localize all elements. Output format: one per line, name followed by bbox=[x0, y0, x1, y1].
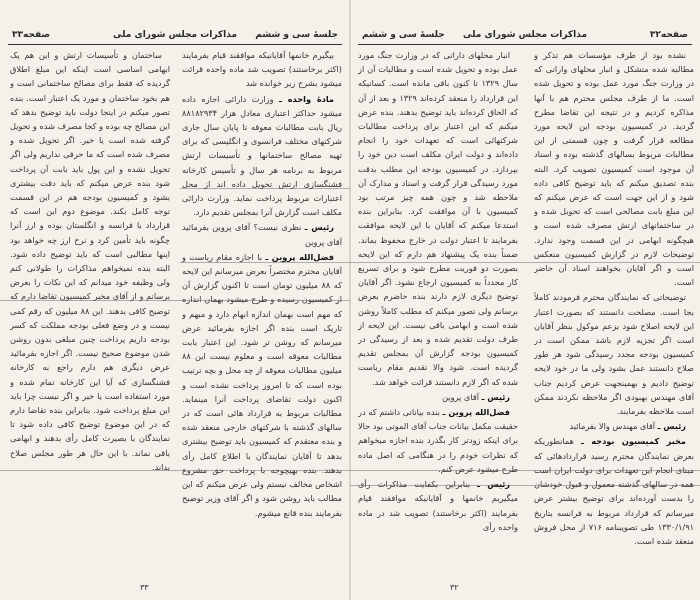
scan-line bbox=[350, 485, 700, 486]
footer-page-mark: ۳۲ bbox=[450, 583, 459, 592]
paragraph bbox=[358, 390, 518, 404]
page-number: صفحه۳۳ bbox=[12, 30, 51, 40]
paragraph bbox=[534, 434, 694, 548]
session-title: جلسهٔ سی و ششم bbox=[362, 30, 445, 40]
paragraph-text: انبار محلهای داراتی که در وزارت جنگ مورد عمل بوده و تحویل شده است و مطالبات آن از سال ۱۳۲۹ تا کنون باقی مانده است. کسانیکه این قرارداد را منعقد کرده‌اند ۱۳۲۹ و بعد از آن که الحاق کرده‌اند باید توضیح بدهند. بنده عرض میکنم که این اعتبار برای پرداخت مطالبات شرکتهائی است که تعهدات خود را انجام داده‌اند و دولت ایران مکلف است دین خود را بپردازد. در کمیسیون بودجه این مطلب بدقت مورد رسیدگی قرار گرفت و اسناد و مدارک آن ملاحظه شد و چون همه چیز مرتب بود کمیسیون با آن موافقت کرد. بنابراین بنده استدعا میکنم که آقایان با این لایحه موافقت بفرمایند تا اعتبار دولت در خارج محفوظ بماند. ضمناً بنده یک پیشنهاد هم دارم که این لایحه بصورت دو فوریت مطرح شود و برای تسریع کار مجدداً به کمیسیون ارجاع نشود. اگر آقایان توضیح دیگری لازم دارند بنده حاضرم بعرض برسانم ولی تصور میکنم که مطلب کاملاً روشن شده است و ابهامی باقی نیست. این لایحه از طرف دولت تقدیم شده و بعد از رسیدگی در کمیسیون بودجه گزارش آن بمجلس تقدیم گردیده است. شود والا تقدیم مقام ریاست شده که اگر لازم دانستند قرائت خواهد شد. bbox=[358, 50, 518, 387]
speaker-label: مخبر کمیسیون بودجه ـ bbox=[581, 436, 686, 447]
paragraph-text: همانطوریکه بعرض نمایندگان محترم رسید قراردادهائی که مبنای انجام این تعهدات برای دولت ایران است همه در سالهای گذشته معمول و قبول خودشان را بدست آورده‌اند برای توضیح بیشتر عرض میرسانم که قرارداد مربوط به فرانسه بتاریخ ۱۳۳۰/۱/۹۱ طی تصویبنامه ۷۱۶ از محل فروش منعقد شده است. bbox=[534, 436, 694, 546]
paragraph-text: آقای مهندس والا بفرمائید bbox=[569, 421, 656, 432]
paragraph-text: بنابراین بکفایت مذاکرات رأی میگیریم خانمها و آقایانیکه موافقند قیام بفرمایند (اکثر برخاستند) تصویب شد در ماده واحده رأی bbox=[358, 479, 518, 532]
page-header bbox=[358, 30, 692, 45]
scan-line bbox=[180, 188, 350, 189]
paragraph-text: نظری نیست؟ آقای پروین بفرمائید آقای پروین bbox=[182, 222, 342, 247]
speaker-label: رئیس ـ bbox=[657, 421, 686, 432]
paragraph-text: توضیحاتی که نمایندگان محترم فرمودند کاملاً بجا است. مصلحت دانستند که بصورت اعتبار این لایحه اصلاح شود بزعم موکول بنظر آقایان است اگر تجزیه لازم باشد ممکن است در کمیسیون بودجه مجدد رسیدگی شود هر طور صلاح دانستند عمل بشود ولی ما در خود لایحه توضیح دادیم و بهمینجهت عرض کردیم جناب آقای مهندس بهبودی اگر ملاحظه نکردند ممکن است ملاحظه بفرمایند. bbox=[534, 292, 694, 417]
paragraph bbox=[358, 48, 518, 389]
speaker-label: مادهٔ واحده ـ bbox=[279, 93, 334, 104]
scan-line bbox=[0, 300, 350, 301]
paragraph bbox=[182, 92, 342, 220]
paragraph bbox=[182, 220, 342, 248]
paragraph bbox=[534, 419, 694, 433]
session-title: جلسهٔ سی و ششم bbox=[255, 30, 338, 40]
speaker-label: رئیس ـ bbox=[477, 479, 510, 490]
scan-line bbox=[0, 470, 700, 471]
speaker-label: رئیس ـ bbox=[481, 391, 510, 402]
speaker-label: فضل‌الله پروین ـ bbox=[442, 407, 510, 418]
text-column-left bbox=[358, 48, 518, 593]
footer-page-mark: ۳۳ bbox=[140, 583, 149, 592]
paragraph-text: آقای پروین bbox=[442, 391, 480, 402]
publication-title: مذاکرات مجلس شورای ملی bbox=[112, 30, 238, 40]
text-column-left bbox=[10, 48, 170, 593]
text-column-right bbox=[182, 48, 342, 593]
publication-title: مذاکرات مجلس شورای ملی bbox=[462, 30, 588, 40]
page-header bbox=[8, 30, 342, 45]
paragraph-text: بنده بیاناتی داشتم که در حقیقت مکمل بیانات جناب آقای الموتی بود حالا برای اینکه زودتر کار بگذرد بنده اجازه میخواهم که نظرات خودم را در هنگامی که اصل ماده طرح میشود عرض کنم. bbox=[358, 407, 518, 474]
paragraph bbox=[534, 48, 694, 289]
speaker-label: فضل‌الله پروین ـ bbox=[265, 251, 335, 262]
paragraph bbox=[534, 290, 694, 418]
paragraph bbox=[182, 48, 342, 91]
paragraph bbox=[182, 250, 342, 520]
paragraph-text: وزارت دارائی اجازه داده میشود حداکثر اعتباری معادل هزار ۸۸۱۸۲۹۳۴ ریال بابت مطالبات معوقه تا پایان سال جاری شرکتهای مختلف فرانسوی و انگلیسی که برای تهیه مصالح ساختمانها و تأسیسات ارتش مربوط به برنامه هر سال و تأسیس کارخانه فشنگسازی ارتش تحویل داده اند از محل اعتبارات مربوط پرداخت نماید. وزارت دارائی مکلف است گزارش آنرا بمجلس تقدیم دارد. bbox=[182, 93, 342, 218]
scan-line bbox=[180, 262, 700, 263]
paragraph-text: ساختمان و تأسیسات ارتش و این هم یک ابهامی اساسی است اینکه این مبلغ اطلاق گردیده که فقط برای مصالح ساختمانی است و هم بخود ساختمان و مورد یک اعتبار است. بنده تصور میکنم در اینجا دولت باید توضیح بدهد که این مصالح چه بوده و کجا مصرف شده و تحویل گرفته شده است یا خیر. اگر تحویل شده و مصرف شده است که ما حرفی نداریم ولی اگر تحویل نشده و این پول باید بابت آن پرداخت شود بنده عرض میکنم که باید دقت بیشتری بشود و کمیسیون بودجه هم در این قسمت توجه کامل بکند. موضوع دوم این است که قرارداد با فرانسه و انگلستان بوده و ارز آنرا چگونه باید تأمین کرد و نرخ ارز چه خواهد بود اینها مطالبی است که باید توضیح داده شود. البته بنده نمیخواهم مذاکرات را طولانی کنم ولی وظیفه خود میدانم که این نکات را بعرض برسانم و از آقای مخبر کمیسیون تقاضا دارم که توضیح کافی بدهند. این ۸۸ میلیون که رقم کمی نیست و در وضع فعلی بودجه مملکت که کسر بودجه داریم پرداخت چنین مبلغی بدون روشن شدن موضوع صحیح نیست. اگر اجازه بفرمائید عرض دیگری هم دارم راجع به کارخانه فشنگسازی که آیا این کارخانه تمام شده و مورد استفاده است یا خیر و اگر نیست چرا باید این مبلغ پرداخت شود. بنابراین بنده تقاضا دارم که در این موضوع توضیح کافی داده شود تا نمایندگان با بصیرت کامل رأی بدهند و ابهامی باقی نماند. با این حال هر طور مجلس صلاح بداند. bbox=[10, 50, 170, 472]
page-number: صفحه۳۲ bbox=[649, 30, 688, 40]
text-column-right bbox=[534, 48, 694, 593]
paragraph bbox=[10, 48, 170, 474]
paragraph-text: نشده بود از طرف مؤسسات هم تذکر و مطالبه شده متشکل و انبار محلهای وارانی که در وزارت جنگ مورد عمل بوده و تحویل شده است. ما از طرف مجلس محترم هم با آنها مذاکره کردیم و در نتیجه این تقاضا مطرح گردید. در کمیسیون بودجه این لایحه مورد مطالعه قرار گرفت و چون قسمتی از این مطالبات مربوط بسالهای گذشته بوده و اسناد آن موجود است کمیسیون تصویب کرد. البته بنده تصدیق میکنم که باید توضیح کافی داده شود و از این جهت است که عرض میکنم که این مبلغ بابت مصالحی است که تحویل شده و در ساختمانهای ارتش مصرف شده است و هیچگونه ابهامی در این قسمت وجود ندارد. توضیحات لازم در گزارش کمیسیون منعکس است و اگر آقایان بخواهند اسناد آن حاضر است. bbox=[534, 50, 694, 288]
right-page bbox=[350, 0, 700, 600]
paragraph bbox=[358, 405, 518, 476]
speaker-label: رئیس ـ bbox=[304, 222, 334, 233]
paragraph-text: با اجازه مقام ریاست و آقایان محترم مختصراً بعرض میرسانم این لایحه که ۸۸ میلیون تومان است تا اکنون گزارش آن از کمیسیون رسیده و طرح میشود بهمان اندازه که مهم است بهمان اندازه ابهام دارد و مبهم و تاریک است بنده اگر اجازه بفرمائید عرض میرسانم که روشن تر شود. این اعتبار بابت مطالبات معوقه است و معلوم نیست این ۸۸ میلیون مطالبات معوقه از چه محل و بچه ترتیب بوده است که تا امروز پرداخت نشده است و اکنون دولت تقاضای پرداخت آنرا مینماید. مطالبات مربوط به قرارداد هائی است که در سالهای گذشته با شرکتهای خارجی منعقد شده و بنده معتقدم که کمیسیون باید توضیح بیشتری بدهد تا آقایان نمایندگان با اطلاع کامل رأی بدهند. بنده بهیچوجه با پرداخت حق مشروع اشخاص مخالف نیستم ولی عرض میکنم که این مطالب باید روشن شود و اگر آقای وزیر توضیح بفرمایند بنده قانع میشوم. bbox=[182, 251, 342, 518]
paragraph-text: بیگیرم خانمها آقایانیکه موافقند قیام بفرمایند (اکثر برخاستند) تصویب شد ماده واحده قرائت میشود بشرح زیر خوانده شد bbox=[182, 50, 342, 89]
